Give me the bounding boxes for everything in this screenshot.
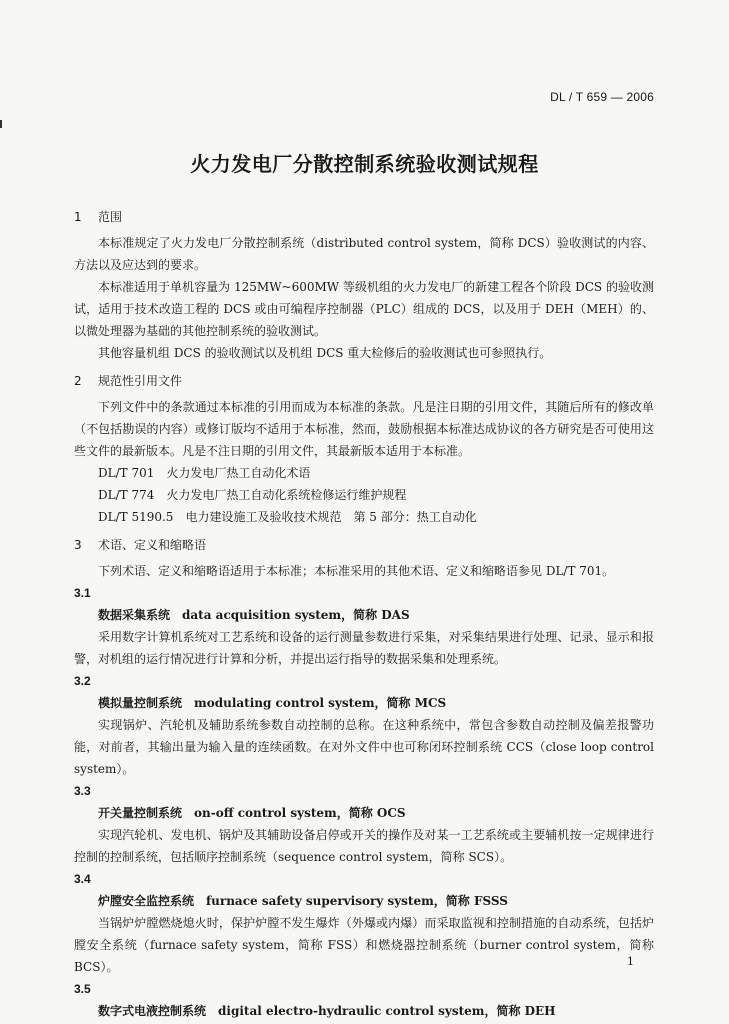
section-number: 1 (74, 210, 82, 224)
reference-item: DL/T 5190.5 电力建设施工及验收技术规范 第 5 部分：热工自动化 (98, 510, 477, 524)
section-number: 2 (74, 374, 82, 388)
section-heading-2 (74, 370, 654, 392)
term-definition: 实现汽轮机、发电机、锅炉及其辅助设备启停或开关的操作及对某一工艺系统或主要辅机按一定规律进行控制的控制系统，包括顺序控制系统（sequence control system，简称 SCS）。 (74, 828, 654, 864)
term-number: 3.3 (74, 784, 91, 798)
section-title: 规范性引用文件 (98, 374, 183, 388)
reference-item: DL/T 774 火力发电厂热工自动化系统检修运行维护规程 (98, 488, 407, 502)
section-number: 3 (74, 538, 82, 552)
paragraph: 本标准规定了火力发电厂分散控制系统（distributed control system，简称 DCS）验收测试的内容、方法以及应达到的要求。 (74, 236, 654, 272)
term-number: 3.4 (74, 872, 91, 886)
reference-item: DL/T 701 火力发电厂热工自动化术语 (98, 466, 311, 480)
term-definition: 采用数字计算机系统对工艺系统和设备的运行测量参数进行采集，对采集结果进行处理、记录、显示和报警，对机组的运行情况进行计算和分析，并提出运行指导的数据采集和处理系统。 (74, 630, 654, 666)
section-title: 范围 (98, 210, 123, 224)
section-heading-3 (74, 534, 654, 556)
term-heading: 数字式电液控制系统 digital electro-hydraulic control system，简称 DEH (98, 1004, 556, 1018)
paragraph: 下列文件中的条款通过本标准的引用而成为本标准的条款。凡是注日期的引用文件，其随后所有的修改单（不包括勘误的内容）或修订版均不适用于本标准，然而，鼓励根据本标准达成协议的各方研究是否可使用这些文件的最新版本。凡是不注日期的引用文件，其最新版本适用于本标准。 (74, 400, 654, 458)
term-definition: 实现锅炉、汽轮机及辅助系统参数自动控制的总称。在这种系统中，常包含参数自动控制及偏差报警功能，对前者，其输出量为输入量的连续函数。在对外文件中也可称闭环控制系统 CCS（close loop control system）。 (74, 718, 654, 776)
paragraph: 其他容量机组 DCS 的验收测试以及机组 DCS 重大检修后的验收测试也可参照执行。 (98, 346, 552, 360)
page-number: 1 (627, 955, 634, 968)
term-heading: 模拟量控制系统 modulating control system，简称 MCS (98, 696, 447, 710)
term-heading: 数据采集系统 data acquisition system，简称 DAS (98, 608, 410, 622)
paragraph: 下列术语、定义和缩略语适用于本标准；本标准采用的其他术语、定义和缩略语参见 DL/T 701。 (98, 564, 615, 578)
document-body (74, 200, 654, 1022)
term-heading: 炉膛安全监控系统 furnace safety supervisory system，简称 FSSS (98, 894, 508, 908)
term-number: 3.5 (74, 982, 91, 996)
term-number: 3.1 (74, 586, 91, 600)
term-number: 3.2 (74, 674, 91, 688)
section-title: 术语、定义和缩略语 (98, 538, 207, 552)
term-definition: 当锅炉炉膛燃烧熄火时，保护炉膛不发生爆炸（外爆或内爆）而采取监视和控制措施的自动系统，包括炉膛安全系统（furnace safety system，简称 FSS）和燃烧器控制系统（burner control system，简称 BCS）。 (74, 916, 654, 974)
paragraph: 本标准适用于单机容量为 125MW~600MW 等级机组的火力发电厂的新建工程各个阶段 DCS 的验收测试，适用于技术改造工程的 DCS 或由可编程序控制器（PLC）组成的 DCS，以及用于 DEH（MEH）的、以微处理器为基础的其他控制系统的验收测试。 (74, 280, 654, 338)
document-title: 火力发电厂分散控制系统验收测试规程 (190, 152, 539, 176)
standard-number: DL / T 659 — 2006 (550, 90, 654, 104)
section-heading-1 (74, 206, 654, 228)
term-heading: 开关量控制系统 on-off control system，简称 OCS (98, 806, 406, 820)
scan-edge-mark (0, 120, 2, 128)
